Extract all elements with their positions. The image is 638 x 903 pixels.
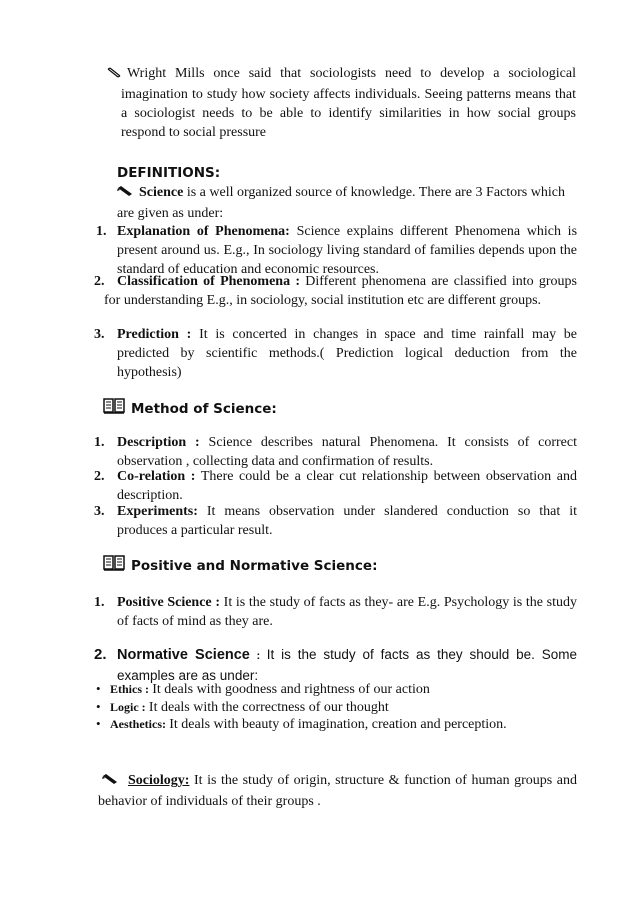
method-item-2: Co-relation : There could be a clear cut relationship between observation and description. [117, 469, 577, 503]
sociology-definition: Sociology: It is the study of origin, structure & function of human groups and behavior of individuals of their groups . [98, 773, 577, 809]
positive-normative-heading: Positive and Normative Science: [103, 555, 377, 577]
method-item-1: Description : Science describes natural Phenomena. It consists of correct observation , collecting data and confirmation of results. [117, 435, 577, 469]
pencil-icon [117, 185, 133, 204]
book-icon [103, 398, 125, 420]
method-3-number: 3. [94, 504, 105, 519]
factor-1-number: 1. [96, 224, 107, 239]
bullet-ethics: • Ethics : It deals with goodness and rightness of our action [96, 681, 430, 697]
method-2-number: 2. [94, 469, 105, 484]
normative-2-number: 2. [94, 646, 107, 663]
book-icon [103, 555, 125, 577]
normative-science-item: Normative Science : It is the study of facts as they should be. Some examples are as under: [117, 647, 577, 683]
bullet-dot: • [96, 681, 101, 696]
bullet-dot: • [96, 716, 101, 731]
bullet-logic: • Logic : It deals with the correctness of our thought [96, 699, 389, 715]
bullet-aesthetics: • Aesthetics: It deals with beauty of imagination, creation and perception. [96, 716, 507, 732]
pencil-icon [114, 66, 121, 85]
method-1-number: 1. [94, 435, 105, 450]
factor-2: Classification of Phenomena : Different phenomena are classified into groups for understanding E.g., in sociology, social institution etc are different groups. [104, 274, 577, 308]
positive-science-item: Positive Science : It is the study of facts as they- are E.g. Psychology is the study of facts of mind as they are. [117, 595, 577, 629]
factor-2-number: 2. [94, 274, 105, 289]
factor-3-number: 3. [94, 327, 105, 342]
factor-1: Explanation of Phenomena: Science explains different Phenomena which is present around us. E.g., In sociology living standard of families depends upon the standard of education and economic resources. [117, 224, 578, 277]
method-item-3: Experiments: It means observation under slandered conduction so that it produces a particular result. [117, 504, 577, 538]
positive-1-number: 1. [94, 595, 105, 610]
bullet-dot: • [96, 699, 101, 714]
definitions-heading: DEFINITIONS: [117, 165, 221, 181]
intro-paragraph: Wright Mills once said that sociologists need to develop a sociological imagination to study how society affects individuals. Seeing patterns means that a sociologist needs to be able to identify similarities in how social groups respond to social pressure [121, 64, 576, 142]
method-heading: Method of Science: [103, 398, 277, 420]
science-definition: Science is a well organized source of knowledge. There are 3 Factors which are given as under: [117, 185, 565, 221]
factor-3: Prediction : It is concerted in changes in space and time rainfall may be predicted by scientific methods.( Prediction logical deduction from the hypothesis) [117, 327, 578, 380]
pencil-icon [102, 773, 118, 792]
